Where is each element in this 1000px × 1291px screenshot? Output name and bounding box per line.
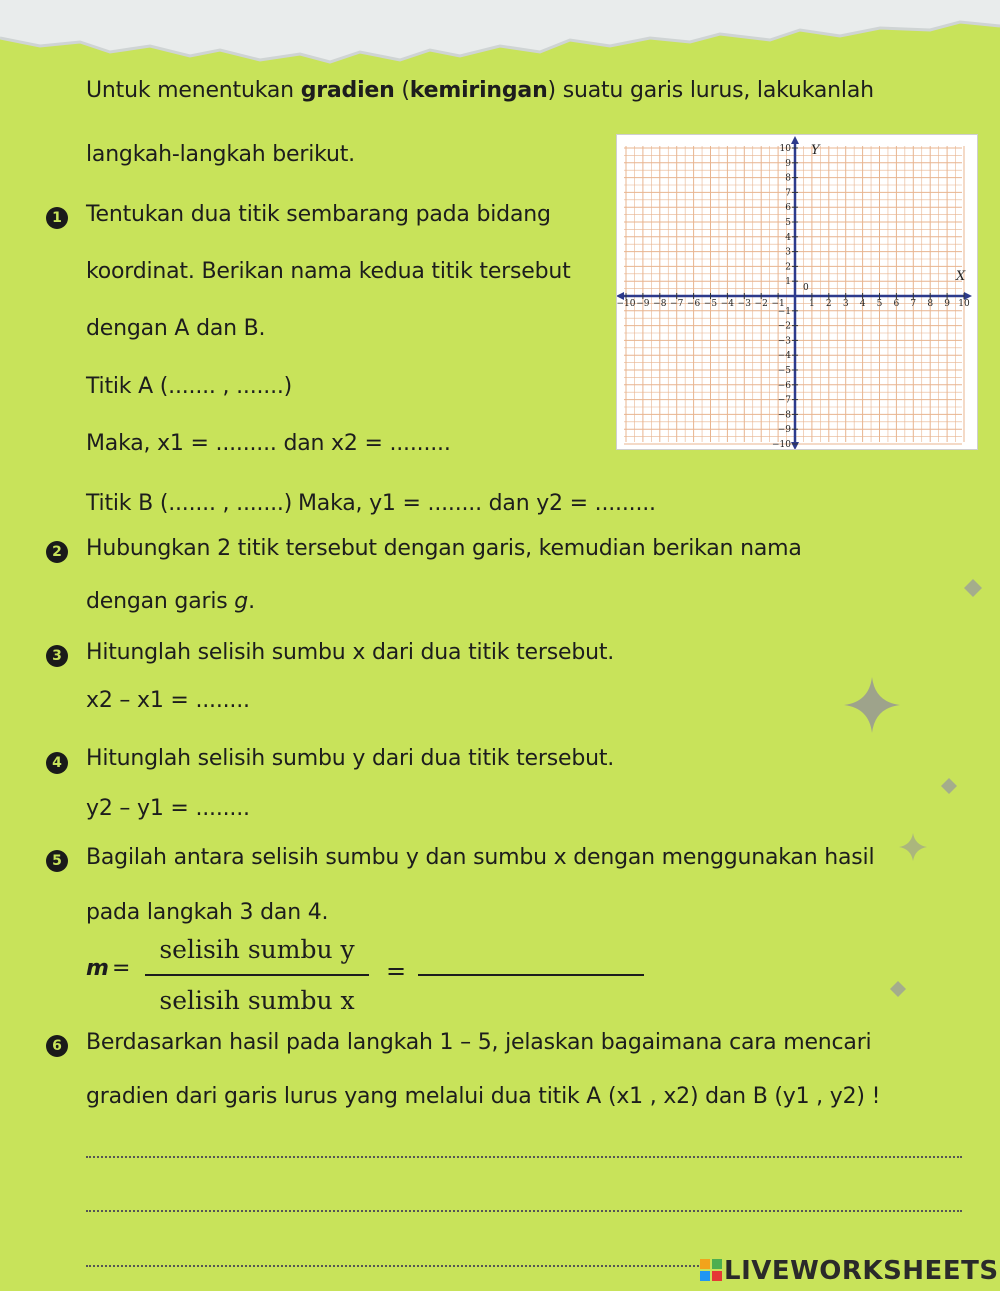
step-6-number-badge: 6 (46, 1035, 68, 1057)
x-tick-label: 8 (927, 299, 934, 309)
watermark-text: LIVEWORKSHEETS (724, 1256, 999, 1286)
gradient-m-symbol: m (86, 956, 109, 981)
x-tick-label: 1 (809, 299, 815, 309)
x-tick-label: 5 (876, 299, 883, 309)
x-tick-label: −4 (720, 299, 735, 309)
equals-sign-2: = (386, 957, 406, 985)
y-tick-label: −3 (777, 336, 791, 347)
step-3-number-badge: 3 (46, 645, 68, 667)
intro-line-1 (86, 78, 874, 104)
step-1-number-badge: 1 (46, 207, 68, 229)
answer-line-1[interactable] (86, 1156, 962, 1158)
y-tick-label: 5 (785, 218, 791, 228)
x-axis-label: X (956, 269, 966, 284)
x-tick-label: −10 (616, 299, 636, 309)
liveworksheets-watermark (700, 1256, 999, 1286)
diamond-sparkle-icon (940, 777, 958, 795)
step-5-number-badge: 5 (46, 850, 68, 872)
point-a-field[interactable]: Titik A (....... , .......) (86, 374, 293, 399)
point-b-field[interactable]: Titik B (....... , .......) (86, 491, 293, 516)
x-tick-label: 7 (910, 299, 917, 309)
x-tick-label: −1 (771, 299, 785, 309)
step-3-line-1: Hitunglah selisih sumbu x dari dua titik tersebut. (86, 640, 615, 665)
fraction-numerator: selisih sumbu y (159, 935, 355, 964)
step-6-line-1: Berdasarkan hasil pada langkah 1 – 5, jelaskan bagaimana cara mencari (86, 1030, 872, 1055)
y-tick-label: 7 (785, 188, 791, 199)
x-tick-label: −8 (653, 299, 667, 309)
x-tick-label: 6 (893, 299, 900, 309)
step-6-line-2: gradien dari garis lurus yang melalui dua titik A (x1 , x2) dan B (y1 , y2) ! (86, 1084, 881, 1109)
step-2-text: dengan garis (86, 589, 235, 614)
y-tick-label: −6 (777, 380, 791, 391)
fraction-bar (145, 974, 369, 976)
step-2-line-2 (86, 589, 255, 615)
x-tick-label: −3 (737, 299, 751, 309)
y-tick-label: −2 (777, 321, 791, 332)
origin-label: 0 (803, 283, 809, 293)
line-g-label: g (234, 589, 249, 614)
coordinate-plane-graph (616, 134, 978, 450)
step-4-formula-field[interactable]: y2 – y1 = ........ (86, 796, 250, 821)
x-tick-label: 4 (859, 299, 866, 309)
equals-sign: = (112, 956, 131, 981)
step-1-line-1: Tentukan dua titik sembarang pada bidang (86, 202, 551, 227)
x-tick-label: −7 (670, 299, 684, 309)
y-tick-label: −8 (777, 410, 791, 421)
fraction-denominator: selisih sumbu x (159, 986, 355, 1015)
y-tick-label: −4 (777, 351, 791, 362)
point-a-x-values[interactable]: Maka, x1 = ......... dan x2 = ......... (86, 431, 451, 456)
y-tick-label: −1 (777, 306, 791, 317)
y-tick-label: 9 (785, 158, 791, 169)
four-point-star-icon (898, 832, 928, 862)
point-b-y-values[interactable]: Maka, y1 = ........ dan y2 = ......... (298, 491, 656, 516)
diamond-sparkle-icon (963, 578, 983, 598)
intro-text: ) suatu garis lurus, lakukanlah (547, 78, 874, 103)
step-1-line-2: koordinat. Berikan nama kedua titik tersebut (86, 259, 571, 284)
liveworksheets-logo-icon (700, 1259, 722, 1281)
intro-text: Untuk menentukan (86, 78, 301, 103)
step-2-line-1: Hubungkan 2 titik tersebut dengan garis, kemudian berikan nama (86, 536, 802, 561)
four-point-star-icon (842, 675, 902, 735)
y-tick-label: −7 (777, 395, 791, 406)
intro-bold-kemiringan: kemiringan (409, 78, 548, 103)
y-tick-label: 4 (785, 232, 791, 243)
y-tick-label: 10 (779, 144, 791, 154)
diamond-sparkle-icon (889, 980, 907, 998)
graph-background (616, 134, 978, 450)
x-tick-label: 2 (825, 299, 832, 309)
intro-bold-gradien: gradien (300, 78, 395, 103)
intro-text: ( (394, 78, 410, 103)
step-1-line-3: dengan A dan B. (86, 316, 266, 341)
y-tick-label: 8 (785, 173, 791, 184)
answer-line-3[interactable] (86, 1265, 706, 1267)
x-tick-label: −5 (703, 299, 718, 309)
x-tick-label: 9 (944, 299, 950, 309)
intro-line-2: langkah-langkah berikut. (86, 142, 355, 167)
y-tick-label: 6 (785, 203, 791, 214)
y-tick-label: 2 (785, 262, 791, 273)
step-2-number-badge: 2 (46, 541, 68, 563)
y-tick-label: −5 (777, 366, 791, 376)
step-5-line-2: pada langkah 3 dan 4. (86, 900, 329, 925)
x-tick-label: 10 (958, 299, 970, 309)
y-tick-label: −10 (772, 440, 791, 450)
gradient-answer-line[interactable] (418, 974, 644, 976)
y-tick-label: −9 (777, 425, 791, 436)
step-5-line-1: Bagilah antara selisih sumbu y dan sumbu x dengan menggunakan hasil (86, 845, 875, 870)
x-tick-label: −9 (636, 299, 650, 309)
torn-paper-header (0, 0, 1000, 80)
x-tick-label: −2 (754, 299, 768, 309)
x-tick-label: −6 (686, 299, 701, 309)
x-tick-label: 3 (842, 299, 849, 309)
y-tick-label: 3 (785, 247, 791, 258)
answer-line-2[interactable] (86, 1210, 962, 1212)
step-3-formula-field[interactable]: x2 – x1 = ........ (86, 688, 250, 713)
y-axis-label: Y (811, 143, 820, 158)
y-tick-label: 1 (785, 277, 791, 288)
step-2-text: . (248, 589, 255, 614)
step-4-number-badge: 4 (46, 752, 68, 774)
step-4-line-1: Hitunglah selisih sumbu y dari dua titik tersebut. (86, 746, 615, 771)
